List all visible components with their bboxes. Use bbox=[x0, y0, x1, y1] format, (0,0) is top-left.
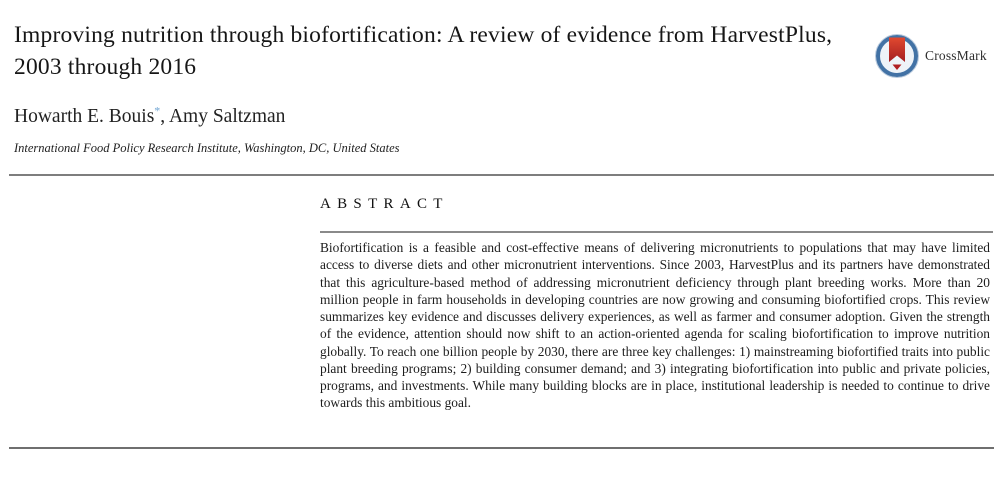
divider-bottom bbox=[9, 447, 994, 449]
affiliation: International Food Policy Research Institute, Washington, DC, United States bbox=[14, 141, 400, 155]
abstract-heading: ABSTRACT bbox=[320, 196, 449, 212]
divider-top bbox=[9, 174, 994, 176]
crossmark-label: CrossMark bbox=[925, 48, 987, 63]
paper-title: Improving nutrition through biofortification: A review of evidence from HarvestPlus, 2003 through 2016 bbox=[14, 22, 833, 80]
crossmark-icon bbox=[874, 33, 920, 79]
abstract-text: Biofortification is a feasible and cost-effective means of delivering micronutrients to populations that may have limited access to diverse diets and other micronutrient interventions. Since 2003, HarvestPlus and its partners have demonstrated that this agriculture-based method of addressing micronutrient deficiency through plant breeding works. More than 20 million people in farm households in developing countries are now growing and consuming biofortified crops. This review summarizes key evidence and discusses delivery experiences, as well as farmer and consumer adoption. Given the strength of the evidence, attention should now shift to an action-oriented agenda for scaling biofortification to improve nutrition globally. To reach one billion people by 2030, there are three key challenges: 1) mainstreaming biofortified traits into public plant breeding programs; 2) building consumer demand; and 3) integrating biofortification into public and private policies, programs, and investments. While many building blocks are in place, institutional leadership is needed to continue to drive towards this ambitious goal. bbox=[320, 240, 990, 411]
abstract-divider bbox=[320, 231, 993, 233]
author-footnote-marker[interactable]: * bbox=[154, 103, 161, 118]
crossmark-badge[interactable] bbox=[874, 33, 987, 79]
author-name-2: , Amy Saltzman bbox=[160, 106, 286, 127]
author-line bbox=[14, 103, 286, 128]
author-name-1: Howarth E. Bouis bbox=[14, 106, 155, 127]
